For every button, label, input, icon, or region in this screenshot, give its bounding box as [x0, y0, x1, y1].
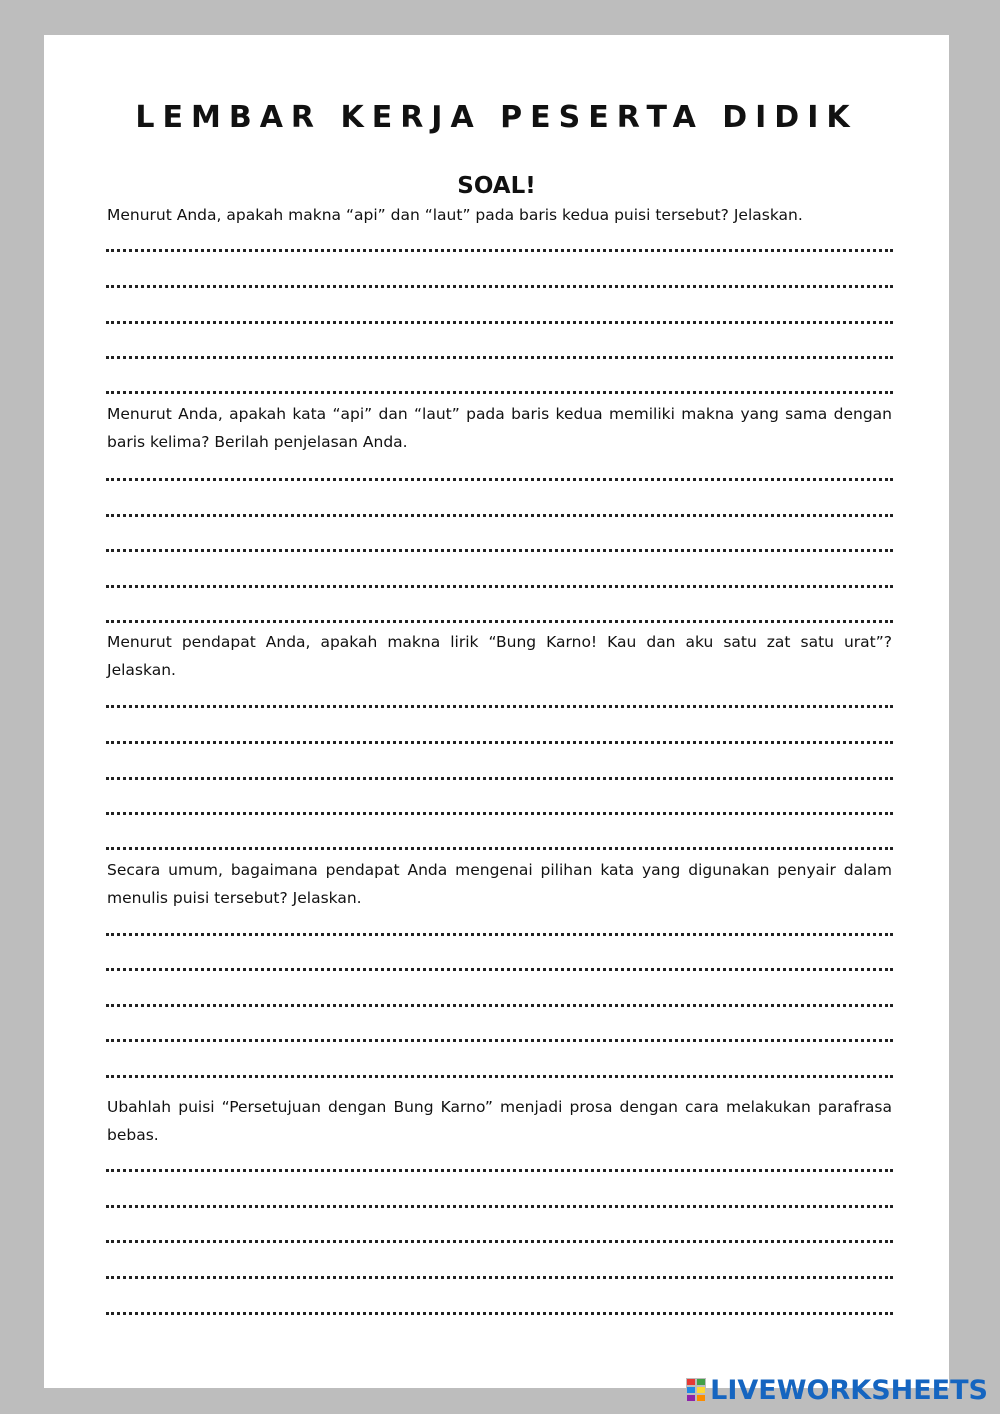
- answer-line[interactable]: [106, 356, 893, 359]
- answer-line[interactable]: [106, 1276, 893, 1279]
- answer-line[interactable]: [106, 1205, 893, 1208]
- answer-line[interactable]: [106, 1075, 893, 1078]
- answer-line[interactable]: [106, 620, 893, 623]
- answer-line[interactable]: [106, 812, 893, 815]
- worksheet-title: LEMBAR KERJA PESERTA DIDIK: [135, 100, 858, 135]
- answer-line[interactable]: [106, 321, 893, 324]
- question-1: Menurut Anda, apakah makna “api” dan “laut” pada baris kedua puisi tersebut? Jelaskan.: [107, 206, 803, 224]
- answer-line[interactable]: [106, 1312, 893, 1315]
- answer-line[interactable]: [106, 249, 893, 252]
- liveworksheets-wordmark: LIVEWORKSHEETS: [710, 1374, 988, 1406]
- answer-line[interactable]: [106, 741, 893, 744]
- question-2: Menurut Anda, apakah kata “api” dan “laut” pada baris kedua memiliki makna yang sama dengan baris kelima? Berilah penjelasan Anda.: [107, 405, 892, 451]
- section-heading: SOAL!: [457, 173, 536, 199]
- logo-square: [696, 1378, 706, 1386]
- answer-line[interactable]: [106, 968, 893, 971]
- answer-line[interactable]: [106, 705, 893, 708]
- logo-square: [696, 1386, 706, 1394]
- answer-line[interactable]: [106, 585, 893, 588]
- logo-square: [686, 1378, 696, 1386]
- question-3: Menurut pendapat Anda, apakah makna lirik “Bung Karno! Kau dan aku satu zat satu urat”? Jelaskan.: [107, 633, 892, 679]
- question-4: Secara umum, bagaimana pendapat Anda mengenai pilihan kata yang digunakan penyair dalam menulis puisi tersebut? Jelaskan.: [107, 861, 892, 907]
- liveworksheets-logo[interactable]: [686, 1372, 988, 1408]
- answer-line[interactable]: [106, 1169, 893, 1172]
- answer-line[interactable]: [106, 391, 893, 394]
- liveworksheets-icon: [686, 1378, 706, 1402]
- answer-line[interactable]: [106, 933, 893, 936]
- answer-line[interactable]: [106, 478, 893, 481]
- answer-line[interactable]: [106, 549, 893, 552]
- logo-square: [686, 1394, 696, 1402]
- answer-line[interactable]: [106, 514, 893, 517]
- logo-square: [696, 1394, 706, 1402]
- answer-line[interactable]: [106, 847, 893, 850]
- question-5: Ubahlah puisi “Persetujuan dengan Bung Karno” menjadi prosa dengan cara melakukan parafrasa bebas.: [107, 1098, 892, 1144]
- answer-line[interactable]: [106, 1039, 893, 1042]
- answer-line[interactable]: [106, 1004, 893, 1007]
- worksheet-page: [44, 35, 949, 1388]
- answer-line[interactable]: [106, 285, 893, 288]
- logo-square: [686, 1386, 696, 1394]
- answer-line[interactable]: [106, 777, 893, 780]
- answer-line[interactable]: [106, 1240, 893, 1243]
